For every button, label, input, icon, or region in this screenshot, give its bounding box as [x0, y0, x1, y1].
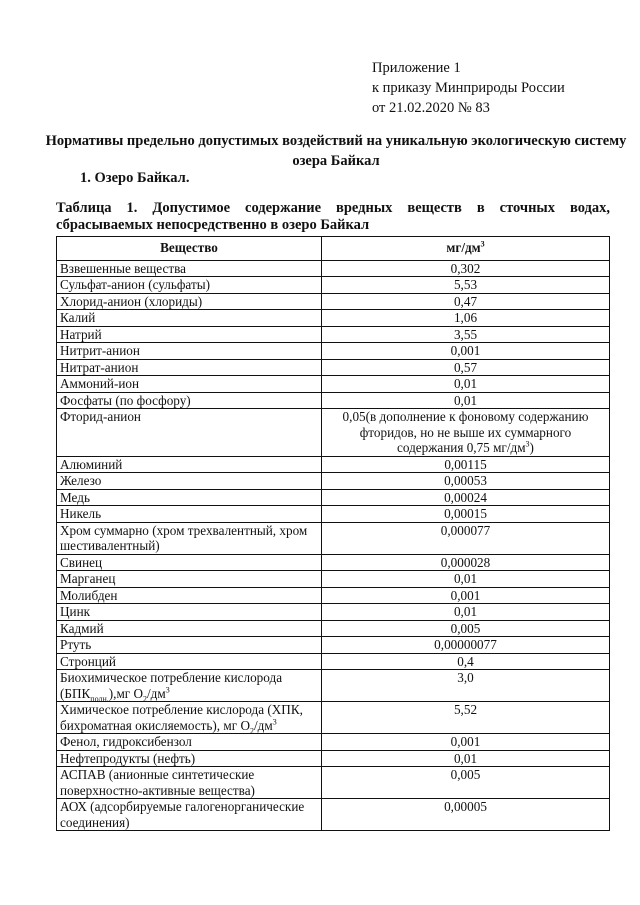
value-cell: 0,01 [322, 571, 610, 588]
value-cell: 0,00115 [322, 456, 610, 473]
substance-line-1: Химическое потребление кислорода (ХПК, [60, 702, 303, 717]
value-cell: 3,55 [322, 326, 610, 343]
value-cell: 0,001 [322, 587, 610, 604]
table-row [57, 326, 610, 343]
value-tail: ) [529, 440, 534, 455]
value-cell [322, 409, 610, 457]
table-row [57, 392, 610, 409]
substance-sub-2: 2 [249, 726, 254, 736]
table-row [57, 637, 610, 654]
substance-cell: Алюминий [57, 456, 322, 473]
header-unit-sup: 3 [480, 239, 485, 249]
value-cell: 0,01 [322, 604, 610, 621]
table-row [57, 310, 610, 327]
substance-cell: Кадмий [57, 620, 322, 637]
substance-sup: 3 [272, 717, 277, 727]
value-cell: 0,01 [322, 376, 610, 393]
value-cell: 0,00024 [322, 489, 610, 506]
substance-cell: Нитрит-анион [57, 343, 322, 360]
value-cell: 0,005 [322, 767, 610, 799]
table-row [57, 506, 610, 523]
substance-cell: Хром суммарно (хром трехвалентный, хром шестивалентный) [57, 522, 322, 554]
substance-cell: Нитрат-анион [57, 359, 322, 376]
table-row [57, 702, 610, 734]
substance-cell: Натрий [57, 326, 322, 343]
substance-cell: Цинк [57, 604, 322, 621]
table-row [57, 587, 610, 604]
value-cell: 0,4 [322, 653, 610, 670]
appendix-line-2: к приказу Минприроды России [372, 80, 565, 96]
substance-cell: Никель [57, 506, 322, 523]
value-cell: 0,57 [322, 359, 610, 376]
substance-cell: Взвешенные вещества [57, 260, 322, 277]
table-row [57, 456, 610, 473]
substance-cell: Фосфаты (по фосфору) [57, 392, 322, 409]
table-row [57, 376, 610, 393]
substance-cell: Молибден [57, 587, 322, 604]
substance-sup: 3 [165, 685, 170, 695]
substance-cell: АСПАВ (анионные синтетические поверхностно-активные вещества) [57, 767, 322, 799]
value-cell: 0,001 [322, 734, 610, 751]
table-row [57, 571, 610, 588]
value-cell: 0,001 [322, 343, 610, 360]
appendix-line-1: Приложение 1 [372, 60, 461, 76]
substance-sub-2: 2 [143, 694, 148, 704]
table-row [57, 799, 610, 831]
value-cell: 0,00015 [322, 506, 610, 523]
header-unit [322, 237, 610, 261]
value-cell: 0,005 [322, 620, 610, 637]
section-heading: 1. Озеро Байкал. [80, 170, 190, 186]
value-cell: 0,302 [322, 260, 610, 277]
value-cell: 0,01 [322, 750, 610, 767]
table-row [57, 277, 610, 294]
substance-cell [57, 702, 322, 734]
value-cell: 1,06 [322, 310, 610, 327]
table-row [57, 293, 610, 310]
substance-cell: Нефтепродукты (нефть) [57, 750, 322, 767]
table-row [57, 359, 610, 376]
table-row [57, 554, 610, 571]
substance-cell: Стронций [57, 653, 322, 670]
substance-line-2: бихроматная окисляемость), мг О [60, 717, 250, 733]
substance-line-2b: ),мг О [108, 685, 144, 701]
table-row [57, 670, 610, 702]
table-header-row [57, 237, 610, 261]
value-text: 0,05(в дополнение к фоновому содержанию фторидов, но не выше их суммарного содержания 0,75 мг/дм [342, 409, 589, 455]
substance-cell: Калий [57, 310, 322, 327]
table-row [57, 343, 610, 360]
substance-line-2: (БПК [60, 685, 91, 701]
table-caption: Таблица 1. Допустимое содержание вредных веществ в сточных водах, сбрасываемых непосредственно в озеро Байкал [56, 200, 610, 233]
substance-cell: Хлорид-анион (хлориды) [57, 293, 322, 310]
substance-cell [57, 670, 322, 702]
header-unit-text: мг/дм [446, 240, 481, 255]
value-cell: 0,01 [322, 392, 610, 409]
substance-sub-1: полн. [90, 694, 109, 704]
substance-cell: Аммоний-ион [57, 376, 322, 393]
substance-cell: Фторид-анион [57, 409, 322, 457]
table-row [57, 767, 610, 799]
header-substance: Вещество [57, 237, 322, 261]
value-cell: 3,0 [322, 670, 610, 702]
value-cell: 0,00053 [322, 473, 610, 490]
value-cell: 0,000028 [322, 554, 610, 571]
substance-cell: Сульфат-анион (сульфаты) [57, 277, 322, 294]
table-row [57, 734, 610, 751]
substance-cell: Фенол, гидроксибензол [57, 734, 322, 751]
value-cell: 0,47 [322, 293, 610, 310]
value-cell: 5,52 [322, 702, 610, 734]
substance-cell: Свинец [57, 554, 322, 571]
table-row [57, 653, 610, 670]
value-cell: 0,00000077 [322, 637, 610, 654]
value-cell: 0,000077 [322, 522, 610, 554]
table-row [57, 473, 610, 490]
substance-cell: АОХ (адсорбируемые галогенорганические соединения) [57, 799, 322, 831]
substance-cell: Ртуть [57, 637, 322, 654]
substance-cell: Медь [57, 489, 322, 506]
substance-line-1: Биохимическое потребление кислорода [60, 670, 283, 685]
table-row [57, 409, 610, 457]
value-cell: 0,00005 [322, 799, 610, 831]
table-row [57, 522, 610, 554]
table-row [57, 489, 610, 506]
document-title: Нормативы предельно допустимых воздействий на уникальную экологическую систему озера Байкал [45, 133, 627, 169]
table-row [57, 750, 610, 767]
norms-table [56, 236, 610, 831]
table-row [57, 260, 610, 277]
appendix-line-3: от 21.02.2020 № 83 [372, 100, 490, 116]
table-row [57, 620, 610, 637]
value-sup: 3 [525, 439, 530, 449]
substance-cell: Железо [57, 473, 322, 490]
table-row [57, 604, 610, 621]
substance-cell: Марганец [57, 571, 322, 588]
substance-line-2c: /дм [253, 717, 273, 733]
appendix-reference [372, 58, 565, 118]
substance-line-2c: /дм [147, 685, 166, 701]
value-cell: 5,53 [322, 277, 610, 294]
